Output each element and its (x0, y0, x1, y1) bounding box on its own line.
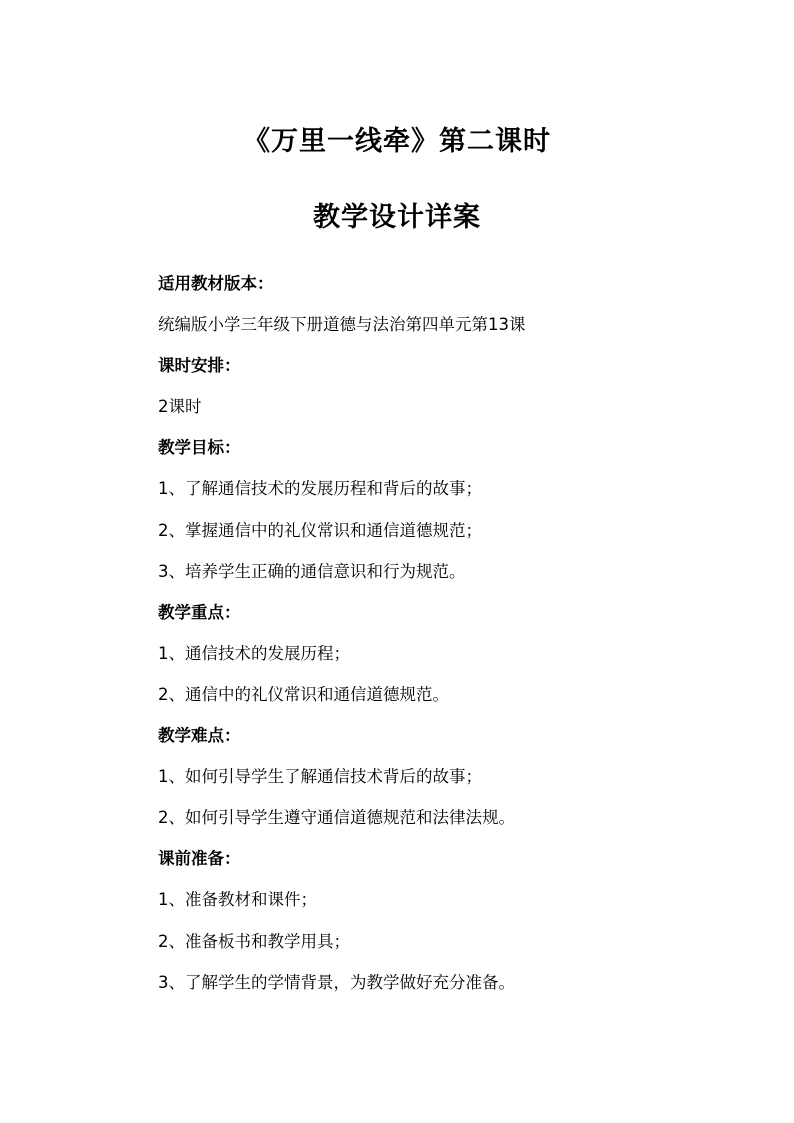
difficulty-item: 2、如何引导学生遵守通信道德规范和法律法规。 (158, 808, 515, 828)
preparation-item: 1、准备教材和课件； (158, 890, 317, 910)
preparation-heading: 课前准备： (158, 849, 241, 869)
document-subtitle: 教学设计详案 (313, 202, 481, 233)
goal-item: 1、了解通信技术的发展历程和背后的故事； (158, 479, 482, 499)
key-point-item: 2、通信中的礼仪常识和通信道德规范。 (158, 684, 449, 704)
document-body (158, 270, 718, 1010)
preparation-item: 3、了解学生的学情背景，为教学做好充分准备。 (158, 972, 515, 992)
schedule-text: 2课时 (158, 397, 202, 417)
goal-item: 3、培养学生正确的通信意识和行为规范。 (158, 561, 466, 581)
schedule-heading: 课时安排： (158, 356, 241, 376)
goal-item: 2、掌握通信中的礼仪常识和通信道德规范； (158, 520, 482, 540)
difficulties-heading: 教学难点： (158, 726, 241, 746)
key-point-item: 1、通信技术的发展历程； (158, 643, 350, 663)
key-points-heading: 教学重点： (158, 602, 241, 622)
preparation-item: 2、准备板书和教学用具； (158, 931, 350, 951)
goals-heading: 教学目标： (158, 438, 241, 458)
edition-text: 统编版小学三年级下册道德与法治第四单元第13课 (158, 315, 526, 335)
document-title: 《万里一线牵》第二课时 (243, 126, 551, 157)
edition-heading: 适用教材版本： (158, 274, 274, 293)
difficulty-item: 1、如何引导学生了解通信技术背后的故事； (158, 767, 482, 787)
